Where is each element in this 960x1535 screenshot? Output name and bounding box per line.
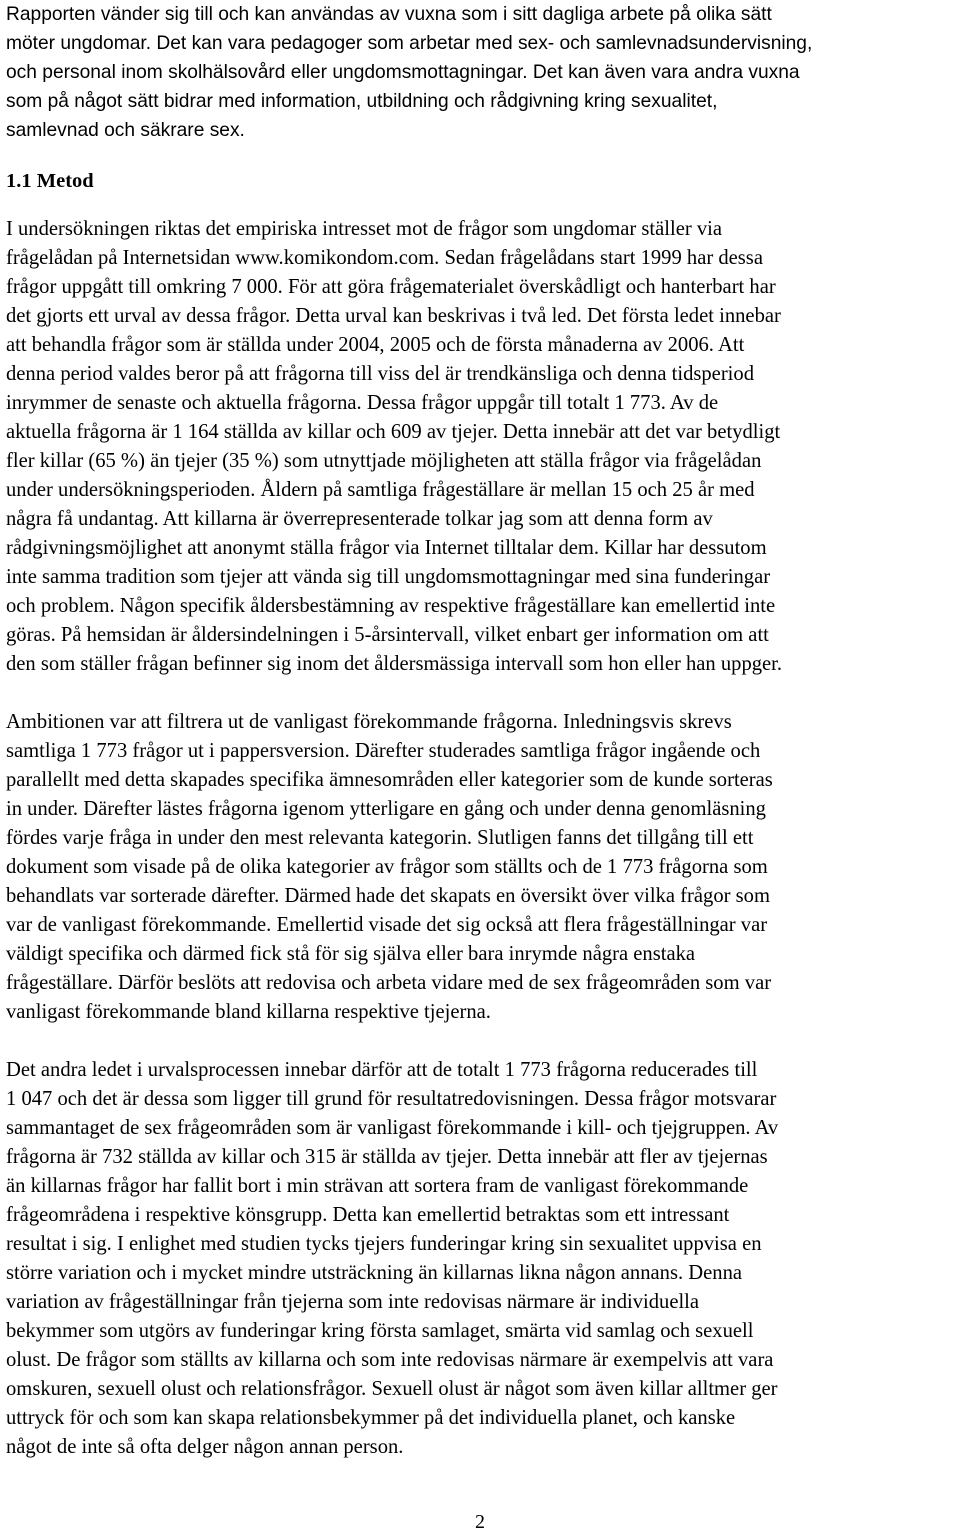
- text-line: bekymmer som utgörs av funderingar kring första samlaget, smärta vid samlag och sexuell: [6, 1320, 754, 1342]
- text-line: än killarnas frågor har fallit bort i min strävan att sortera fram de vanligast förekommande: [6, 1175, 749, 1197]
- text-line: samlevnad och säkrare sex.: [6, 120, 245, 141]
- text-line: I undersökningen riktas det empiriska intresset mot de frågor som ungdomar ställer via: [6, 218, 723, 240]
- text-line: aktuella frågorna är 1 164 ställda av killar och 609 av tjejer. Detta innebär att det var betydligt: [6, 421, 781, 443]
- text-line: denna period valdes beror på att frågorna till viss del är trendkänsliga och denna tidsperiod: [6, 363, 754, 385]
- text-line: in under. Därefter lästes frågorna igenom ytterligare en gång och under denna genomläsning: [6, 798, 766, 820]
- text-line: samtliga 1 773 frågor ut i pappersversion. Därefter studerades samtliga frågor ingående och: [6, 740, 761, 762]
- text-line: resultat i sig. I enlighet med studien tycks tjejers funderingar kring sin sexualitet uppvisa en: [6, 1233, 762, 1255]
- text-line: vanligast förekommande bland killarna respektive tjejerna.: [6, 1001, 491, 1023]
- text-line: rådgivningsmöjlighet att anonymt ställa frågor via Internet tilltalar dem. Killar har dessutom: [6, 537, 767, 559]
- intro-paragraph: [6, 0, 956, 145]
- text-line: frågor uppgått till omkring 7 000. För att göra frågematerialet överskådligt och hanterbart har: [6, 276, 776, 298]
- text-line: variation av frågeställningar från tjejerna som inte redovisas närmare är individuella: [6, 1291, 700, 1313]
- text-line: fördes varje fråga in under den mest relevanta kategorin. Slutligen fanns det tillgång till ett: [6, 827, 754, 849]
- text-line: sammantaget de sex frågeområden som är vanligast förekommande i kill- och tjejgruppen. Av: [6, 1117, 779, 1139]
- text-line: göras. På hemsidan är åldersindelningen i 5-årsintervall, vilket enbart ger information om att: [6, 624, 769, 646]
- text-line: frågelådan på Internetsidan www.komikondom.com. Sedan frågelådans start 1999 har dessa: [6, 247, 763, 269]
- text-line: möter ungdomar. Det kan vara pedagoger som arbetar med sex- och samlevnadsundervisning,: [6, 33, 813, 54]
- text-line: Det andra ledet i urvalsprocessen innebar därför att de totalt 1 773 frågorna reducerades till: [6, 1059, 758, 1081]
- text-line: 1 047 och det är dessa som ligger till grund för resultatredovisningen. Dessa frågor motsvarar: [6, 1088, 777, 1110]
- text-line: behandlats var sorterade därefter. Därmed hade det skapats en översikt över vilka frågor som: [6, 885, 770, 907]
- text-line: Ambitionen var att filtrera ut de vanligast förekommande frågorna. Inledningsvis skrevs: [6, 711, 732, 733]
- text-line: inte samma tradition som tjejer att vända sig till ungdomsmottagningar med sina funderingar: [6, 566, 771, 588]
- text-line: frågeområdena i respektive könsgrupp. Detta kan emellertid betraktas som ett intressant: [6, 1204, 730, 1226]
- text-line: under undersökningsperioden. Åldern på samtliga frågeställare är mellan 15 och 25 år med: [6, 479, 755, 501]
- filtering-paragraph: [6, 708, 956, 1027]
- section-heading: 1.1 Metod: [6, 170, 94, 192]
- text-line: den som ställer frågan befinner sig inom det åldersmässiga intervall som hon eller han uppger.: [6, 653, 783, 675]
- method-paragraph: [6, 215, 956, 679]
- text-line: fler killar (65 %) än tjejer (35 %) som utnyttjade möjligheten att ställa frågor via frågelådan: [6, 450, 762, 472]
- text-line: parallellt med detta skapades specifika ämnesområden eller kategorier som de kunde sorteras: [6, 769, 773, 791]
- text-line: Rapporten vänder sig till och kan användas av vuxna som i sitt dagliga arbete på olika sätt: [6, 4, 772, 25]
- text-line: dokument som visade på de olika kategorier av frågor som ställts och de 1 773 frågorna som: [6, 856, 768, 878]
- text-line: det gjorts ett urval av dessa frågor. Detta urval kan beskrivas i två led. Det första ledet innebar: [6, 305, 781, 327]
- text-line: inrymmer de senaste och aktuella frågorna. Dessa frågor uppgår till totalt 1 773. Av de: [6, 392, 719, 414]
- text-line: att behandla frågor som är ställda under 2004, 2005 och de första månaderna av 2006. Att: [6, 334, 745, 356]
- text-line: uttryck för och som kan skapa relationsbekymmer på det individuella planet, och kanske: [6, 1407, 736, 1429]
- text-line: och personal inom skolhälsovård eller ungdomsmottagningar. Det kan även vara andra vuxna: [6, 62, 800, 83]
- text-line: frågorna är 732 ställda av killar och 315 är ställda av tjejer. Detta innebär att fler av tjejernas: [6, 1146, 768, 1168]
- text-line: frågeställare. Därför beslöts att redovisa och arbeta vidare med de sex frågeområden som var: [6, 972, 772, 994]
- text-line: något de inte så ofta delger någon annan person.: [6, 1436, 404, 1458]
- selection-paragraph: [6, 1056, 956, 1462]
- page-number: 2: [475, 1511, 485, 1533]
- text-line: väldigt specifika och därmed fick stå för sig själva eller bara inrymde några enstaka: [6, 943, 696, 965]
- text-line: som på något sätt bidrar med information, utbildning och rådgivning kring sexualitet,: [6, 91, 718, 112]
- text-line: några få undantag. Att killarna är överrepresenterade tolkar jag som att denna form av: [6, 508, 713, 530]
- text-line: och problem. Någon specifik åldersbestämning av respektive frågeställare kan emellertid inte: [6, 595, 776, 617]
- document-page: [6, 0, 956, 1462]
- text-line: olust. De frågor som ställts av killarna och som inte redovisas närmare är exempelvis att vara: [6, 1349, 774, 1371]
- text-line: var de vanligast förekommande. Emellertid visade det sig också att flera frågeställningar var: [6, 914, 768, 936]
- text-line: större variation och i mycket mindre utsträckning än killarnas likna någon annans. Denna: [6, 1262, 743, 1284]
- text-line: omskuren, sexuell olust och relationsfrågor. Sexuell olust är något som även killar alltmer ger: [6, 1378, 778, 1400]
